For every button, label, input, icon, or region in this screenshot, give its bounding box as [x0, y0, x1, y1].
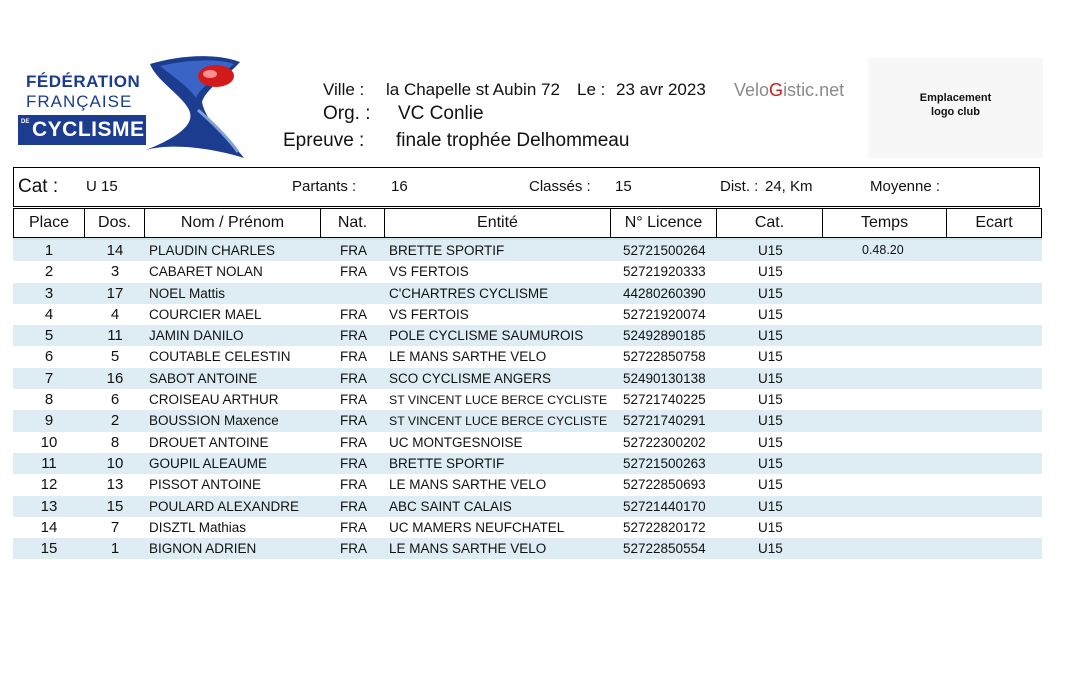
table-row	[13, 538, 1042, 559]
table-row	[13, 261, 1042, 282]
cell-name: JAMIN DANILO	[149, 328, 244, 344]
cell-cat: U15	[758, 392, 783, 408]
date-label: Le :	[577, 80, 606, 99]
col-header-licence: N° Licence	[611, 208, 717, 238]
cell-place: 4	[44, 305, 54, 323]
cell-dos: 10	[106, 454, 124, 472]
date-value: 23 avr 2023	[616, 80, 706, 99]
cell-cat: U15	[758, 349, 783, 365]
cell-place: 15	[40, 540, 58, 558]
cell-licence: 52721500264	[623, 243, 706, 258]
table-row	[13, 474, 1042, 495]
org-label: Org. :	[323, 103, 371, 124]
cell-dos: 8	[110, 433, 120, 451]
results-table	[13, 238, 1042, 559]
cell-place: 9	[44, 412, 54, 430]
cell-place: 7	[44, 369, 54, 387]
cell-name: BIGNON ADRIEN	[149, 541, 257, 557]
cell-name: DROUET ANTOINE	[149, 434, 269, 450]
cell-nat: FRA	[340, 434, 367, 450]
ville-label: Ville :	[323, 80, 365, 99]
cell-place: 6	[44, 348, 54, 366]
cell-licence: 52721920074	[623, 306, 706, 322]
cell-name: SABOT ANTOINE	[149, 370, 258, 386]
cell-place: 1	[44, 242, 54, 259]
cell-entite: POLE CYCLISME SAUMUROIS	[389, 328, 584, 344]
cell-nat: FRA	[340, 392, 367, 408]
classes-value: 15	[615, 178, 632, 195]
cell-temps: 0.48.20	[862, 243, 904, 257]
cell-name: CABARET NOLAN	[149, 264, 263, 280]
cell-entite: BRETTE SPORTIF	[389, 455, 505, 471]
velogistic-brand	[734, 80, 844, 101]
cell-cat: U15	[758, 519, 783, 535]
cell-licence: 52721920333	[623, 264, 706, 280]
cell-entite: ABC SAINT CALAIS	[389, 498, 512, 514]
table-row	[13, 432, 1042, 453]
cell-entite: C'CHARTRES CYCLISME	[389, 285, 549, 301]
col-header-place: Place	[13, 208, 85, 238]
cell-entite: ST VINCENT LUCE BERCE CYCLISTE	[389, 414, 608, 429]
cell-entite: UC MAMERS NEUFCHATEL	[389, 519, 565, 535]
cell-place: 5	[44, 327, 54, 345]
cell-entite: LE MANS SARTHE VELO	[389, 349, 547, 365]
logo-de: DE	[21, 119, 30, 125]
club-line-2: logo club	[931, 106, 980, 118]
race-info-band	[13, 167, 1040, 207]
cell-nat: FRA	[340, 328, 367, 344]
cell-entite: VS FERTOIS	[389, 306, 469, 322]
cell-name: PLAUDIN CHARLES	[149, 243, 276, 258]
org-value: VC Conlie	[398, 103, 484, 124]
table-header	[13, 208, 1042, 238]
cell-entite: ST VINCENT LUCE BERCE CYCLISTE	[389, 393, 608, 408]
cell-dos: 1	[110, 540, 120, 558]
table-row	[13, 283, 1042, 304]
cell-dos: 16	[106, 369, 124, 387]
ffc-logo	[18, 58, 250, 162]
table-row	[13, 517, 1042, 538]
cell-place: 10	[40, 433, 58, 451]
cell-name: DISZTL Mathias	[149, 519, 247, 535]
epreuve-value: finale trophée Delhommeau	[396, 130, 630, 151]
cell-dos: 14	[106, 242, 124, 259]
club-logo-text	[868, 91, 1043, 119]
club-line-1: Emplacement	[919, 92, 992, 104]
cell-entite: VS FERTOIS	[389, 264, 469, 280]
cell-cat: U15	[758, 328, 783, 344]
cell-dos: 6	[110, 391, 120, 409]
cell-name: POULARD ALEXANDRE	[149, 498, 300, 514]
cell-dos: 4	[110, 305, 120, 323]
cell-licence: 52722850554	[623, 541, 706, 557]
cell-entite: SCO CYCLISME ANGERS	[389, 370, 552, 386]
cell-name: COUTABLE CELESTIN	[149, 349, 291, 365]
cell-place: 8	[44, 391, 54, 409]
cell-cat: U15	[758, 285, 783, 301]
partants-value: 16	[391, 178, 408, 195]
dist-label: Dist. :	[720, 178, 759, 195]
cell-entite: UC MONTGESNOISE	[389, 434, 523, 450]
table-row	[13, 346, 1042, 367]
cell-place: 13	[40, 497, 58, 515]
cell-cat: U15	[758, 370, 783, 386]
col-header-nat: Nat.	[321, 208, 385, 238]
logo-line-3: CYCLISME	[32, 118, 145, 141]
cell-nat: FRA	[340, 306, 367, 322]
cell-cat: U15	[758, 498, 783, 514]
cell-name: PISSOT ANTOINE	[149, 477, 262, 493]
cat-label: Cat :	[18, 176, 59, 197]
cell-nat: FRA	[340, 455, 367, 471]
cell-licence: 52722850693	[623, 477, 706, 493]
cell-nat: FRA	[340, 243, 367, 258]
cell-dos: 11	[107, 327, 123, 345]
cell-dos: 13	[106, 476, 124, 494]
table-row	[13, 389, 1042, 410]
cell-cat: U15	[758, 413, 783, 429]
table-row	[13, 325, 1042, 346]
cell-licence: 52721500263	[623, 455, 706, 471]
cell-place: 11	[41, 454, 57, 472]
col-header-temps: Temps	[823, 208, 947, 238]
col-header-name: Nom / Prénom	[145, 208, 321, 238]
cell-licence: 52490130138	[623, 370, 706, 386]
cell-dos: 5	[110, 348, 120, 366]
logo-swoosh-icon	[136, 54, 250, 162]
cell-licence: 52721740291	[623, 413, 706, 429]
cell-place: 2	[44, 263, 54, 281]
cell-cat: U15	[758, 434, 783, 450]
cell-licence: 52721740225	[623, 392, 706, 408]
cell-nat: FRA	[340, 519, 367, 535]
moyenne-label: Moyenne :	[870, 178, 941, 195]
logo-line-1: FÉDÉRATION	[26, 72, 141, 91]
cell-dos: 7	[110, 518, 120, 536]
cell-name: COURCIER MAEL	[149, 306, 262, 322]
cell-cat: U15	[758, 243, 783, 258]
cell-cat: U15	[758, 541, 783, 557]
col-header-dos: Dos.	[85, 208, 145, 238]
cell-nat: FRA	[340, 541, 367, 557]
cell-dos: 17	[106, 284, 124, 302]
cell-entite: BRETTE SPORTIF	[389, 243, 505, 258]
cat-value: U 15	[86, 178, 118, 195]
cell-licence: 52722820172	[623, 519, 706, 535]
table-row	[13, 238, 1042, 261]
table-row	[13, 304, 1042, 325]
cell-entite: LE MANS SARTHE VELO	[389, 477, 547, 493]
classes-label: Classés :	[529, 178, 591, 195]
cell-nat: FRA	[340, 413, 367, 429]
cell-licence: 52721440170	[623, 498, 706, 514]
cell-licence: 44280260390	[623, 285, 706, 301]
cell-cat: U15	[758, 264, 783, 280]
table-row	[13, 496, 1042, 517]
cell-cat: U15	[758, 455, 783, 471]
table-row	[13, 410, 1042, 431]
table-row	[13, 368, 1042, 389]
col-header-ecart: Ecart	[947, 208, 1042, 238]
brand-part-b: istic.net	[783, 80, 845, 100]
table-row	[13, 453, 1042, 474]
cell-dos: 15	[106, 497, 124, 515]
cell-cat: U15	[758, 477, 783, 493]
cell-place: 12	[40, 476, 58, 494]
cell-licence: 52722850758	[623, 349, 706, 365]
epreuve-label: Epreuve :	[283, 130, 365, 151]
club-logo-placeholder	[868, 58, 1043, 158]
cell-nat: FRA	[340, 264, 367, 280]
cell-dos: 2	[110, 412, 120, 430]
partants-label: Partants :	[292, 178, 357, 195]
col-header-cat: Cat.	[717, 208, 823, 238]
cell-licence: 52722300202	[623, 434, 706, 450]
cell-name: GOUPIL ALEAUME	[149, 455, 268, 471]
cell-name: NOEL Mattis	[149, 285, 226, 301]
cell-cat: U15	[758, 306, 783, 322]
brand-part-g: G	[769, 80, 784, 100]
logo-line-2: FRANÇAISE	[26, 92, 133, 111]
cell-nat: FRA	[340, 498, 367, 514]
cell-licence: 52492890185	[623, 328, 706, 344]
cell-name: CROISEAU ARTHUR	[149, 392, 279, 408]
dist-value: 24, Km	[765, 178, 813, 195]
ville-value: la Chapelle st Aubin 72	[386, 80, 560, 99]
cell-nat: FRA	[340, 349, 367, 365]
cell-nat: FRA	[340, 370, 367, 386]
cell-nat: FRA	[340, 477, 367, 493]
cell-place: 14	[40, 518, 58, 536]
cell-name: BOUSSION Maxence	[149, 413, 279, 429]
cell-place: 3	[44, 284, 54, 302]
cell-entite: LE MANS SARTHE VELO	[389, 541, 547, 557]
col-header-entite: Entité	[385, 208, 611, 238]
cell-dos: 3	[110, 263, 120, 281]
brand-part-a: Velo	[734, 80, 770, 100]
